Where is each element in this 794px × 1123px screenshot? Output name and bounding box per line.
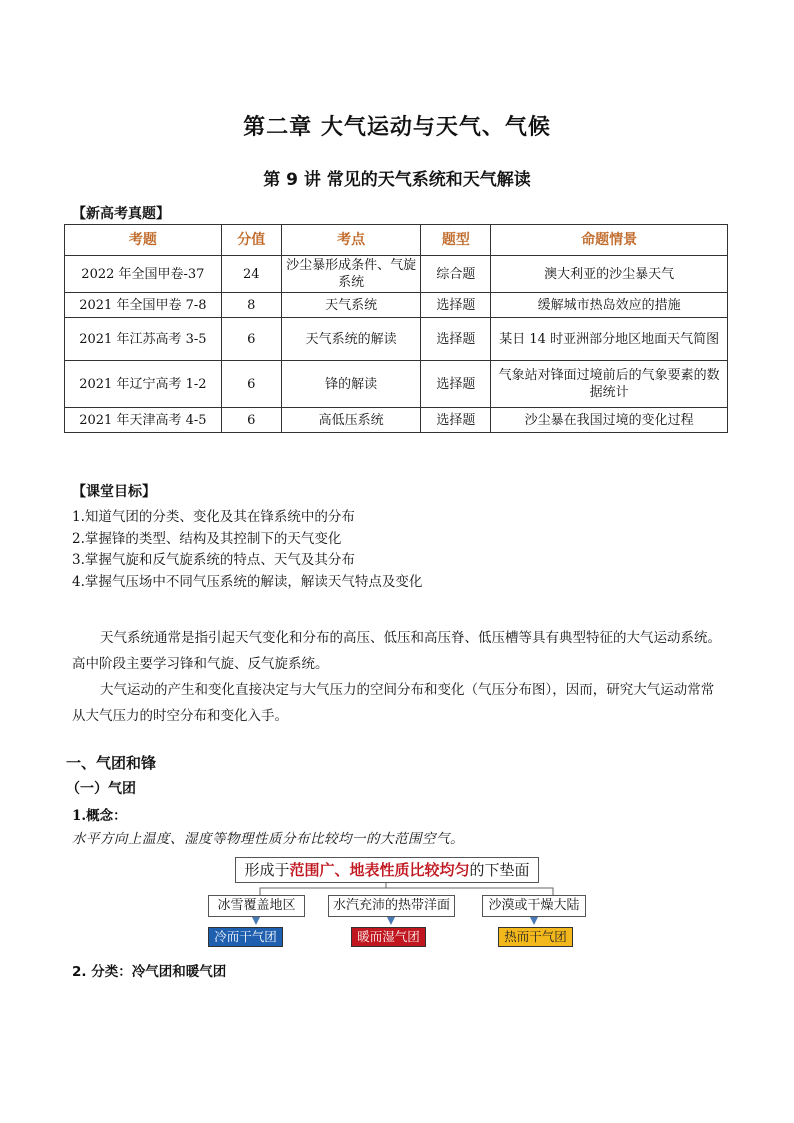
table-cell: 2021 年江苏高考 3-5 bbox=[65, 318, 222, 361]
section-heading-air-masses-fronts: 一、气团和锋 bbox=[66, 754, 157, 772]
table-cell: 缓解城市热岛效应的措施 bbox=[491, 293, 728, 318]
table-cell: 6 bbox=[221, 318, 281, 361]
down-arrow-icon bbox=[252, 917, 260, 925]
lecture-title: 第 9 讲 常见的天气系统和天气解读 bbox=[263, 170, 531, 190]
table-cell: 天气系统的解读 bbox=[281, 318, 421, 361]
table-cell: 2021 年全国甲卷 7-8 bbox=[65, 293, 222, 318]
source-region-box: 冰雪覆盖地区 bbox=[208, 895, 305, 917]
formation-prefix: 形成于 bbox=[244, 861, 290, 879]
col-header-question: 考题 bbox=[65, 225, 222, 256]
table-cell: 选择题 bbox=[421, 408, 491, 433]
down-arrow-icon bbox=[530, 917, 538, 925]
exam-section-heading: 【新高考真题】 bbox=[72, 206, 170, 222]
intro-paragraph: 大气运动的产生和变化直接决定与大气压力的空间分布和变化（气压分布图），因而，研究大气运动常常从大气压力的时空分布和变化入手。 bbox=[72, 682, 715, 724]
air-mass-type-tag: 冷而干气团 bbox=[208, 927, 283, 947]
exam-table-header-row bbox=[65, 225, 728, 256]
goal-item: 3.掌握气旋和反气旋系统的特点、天气及其分布 bbox=[72, 552, 355, 568]
formation-highlight: 范围广、地表性质比较均匀 bbox=[289, 861, 470, 879]
col-header-scenario: 命题情景 bbox=[491, 225, 728, 256]
table-cell: 高低压系统 bbox=[281, 408, 421, 433]
intro-paragraph: 天气系统通常是指引起天气变化和分布的高压、低压和高压脊、低压槽等具有典型特征的大气运动系统。高中阶段主要学习锋和气旋、反气旋系统。 bbox=[72, 630, 721, 672]
subsection-heading-air-mass: （一）气团 bbox=[66, 781, 136, 797]
col-header-type: 题型 bbox=[421, 225, 491, 256]
table-cell: 某日 14 时亚洲部分地区地面天气简图 bbox=[491, 318, 728, 361]
air-mass-definition: 水平方向上温度、湿度等物理性质分布比较均一的大范围空气。 bbox=[72, 831, 464, 847]
exam-table bbox=[64, 224, 728, 433]
table-cell: 6 bbox=[221, 408, 281, 433]
table-row bbox=[65, 361, 728, 408]
table-row bbox=[65, 318, 728, 361]
table-cell: 6 bbox=[221, 361, 281, 408]
table-cell: 8 bbox=[221, 293, 281, 318]
table-cell: 沙尘暴形成条件、气旋系统 bbox=[281, 256, 421, 293]
source-region-box: 沙漠或干燥大陆 bbox=[482, 895, 586, 917]
table-row bbox=[65, 293, 728, 318]
table-cell: 澳大利亚的沙尘暴天气 bbox=[491, 256, 728, 293]
table-cell: 天气系统 bbox=[281, 293, 421, 318]
formation-suffix: 的下垫面 bbox=[469, 861, 530, 879]
formation-condition-box bbox=[235, 857, 539, 883]
goals-list bbox=[72, 507, 422, 593]
table-cell: 2021 年辽宁高考 1-2 bbox=[65, 361, 222, 408]
table-row bbox=[65, 408, 728, 433]
table-cell: 2021 年天津高考 4-5 bbox=[65, 408, 222, 433]
air-mass-type-tag: 暖而湿气团 bbox=[351, 927, 426, 947]
table-cell: 选择题 bbox=[421, 318, 491, 361]
concept-heading: 1.概念： bbox=[72, 808, 127, 824]
goals-section-heading: 【课堂目标】 bbox=[72, 484, 156, 500]
source-region-box: 水汽充沛的热带洋面 bbox=[328, 895, 455, 917]
table-cell: 气象站对锋面过境前后的气象要素的数据统计 bbox=[491, 361, 728, 408]
table-cell: 选择题 bbox=[421, 293, 491, 318]
table-cell: 选择题 bbox=[421, 361, 491, 408]
down-arrow-icon bbox=[387, 917, 395, 925]
goal-item: 4.掌握气压场中不同气压系统的解读，解读天气特点及变化 bbox=[72, 573, 423, 590]
table-cell: 2022 年全国甲卷-37 bbox=[65, 256, 222, 293]
air-mass-diagram bbox=[205, 855, 600, 947]
classification-heading: 2. 分类：冷气团和暖气团 bbox=[72, 964, 227, 980]
air-mass-type-tag: 热而干气团 bbox=[498, 927, 573, 947]
chapter-title: 第二章 大气运动与天气、气候 bbox=[243, 115, 551, 140]
table-cell: 沙尘暴在我国过境的变化过程 bbox=[491, 408, 728, 433]
goal-item: 1.知道气团的分类、变化及其在锋系统中的分布 bbox=[72, 509, 355, 525]
table-cell: 24 bbox=[221, 256, 281, 293]
col-header-topic: 考点 bbox=[281, 225, 421, 256]
col-header-score: 分值 bbox=[221, 225, 281, 256]
goal-item: 2.掌握锋的类型、结构及其控制下的天气变化 bbox=[72, 530, 342, 547]
table-cell: 综合题 bbox=[421, 256, 491, 293]
table-row bbox=[65, 256, 728, 293]
table-cell: 锋的解读 bbox=[281, 361, 421, 408]
